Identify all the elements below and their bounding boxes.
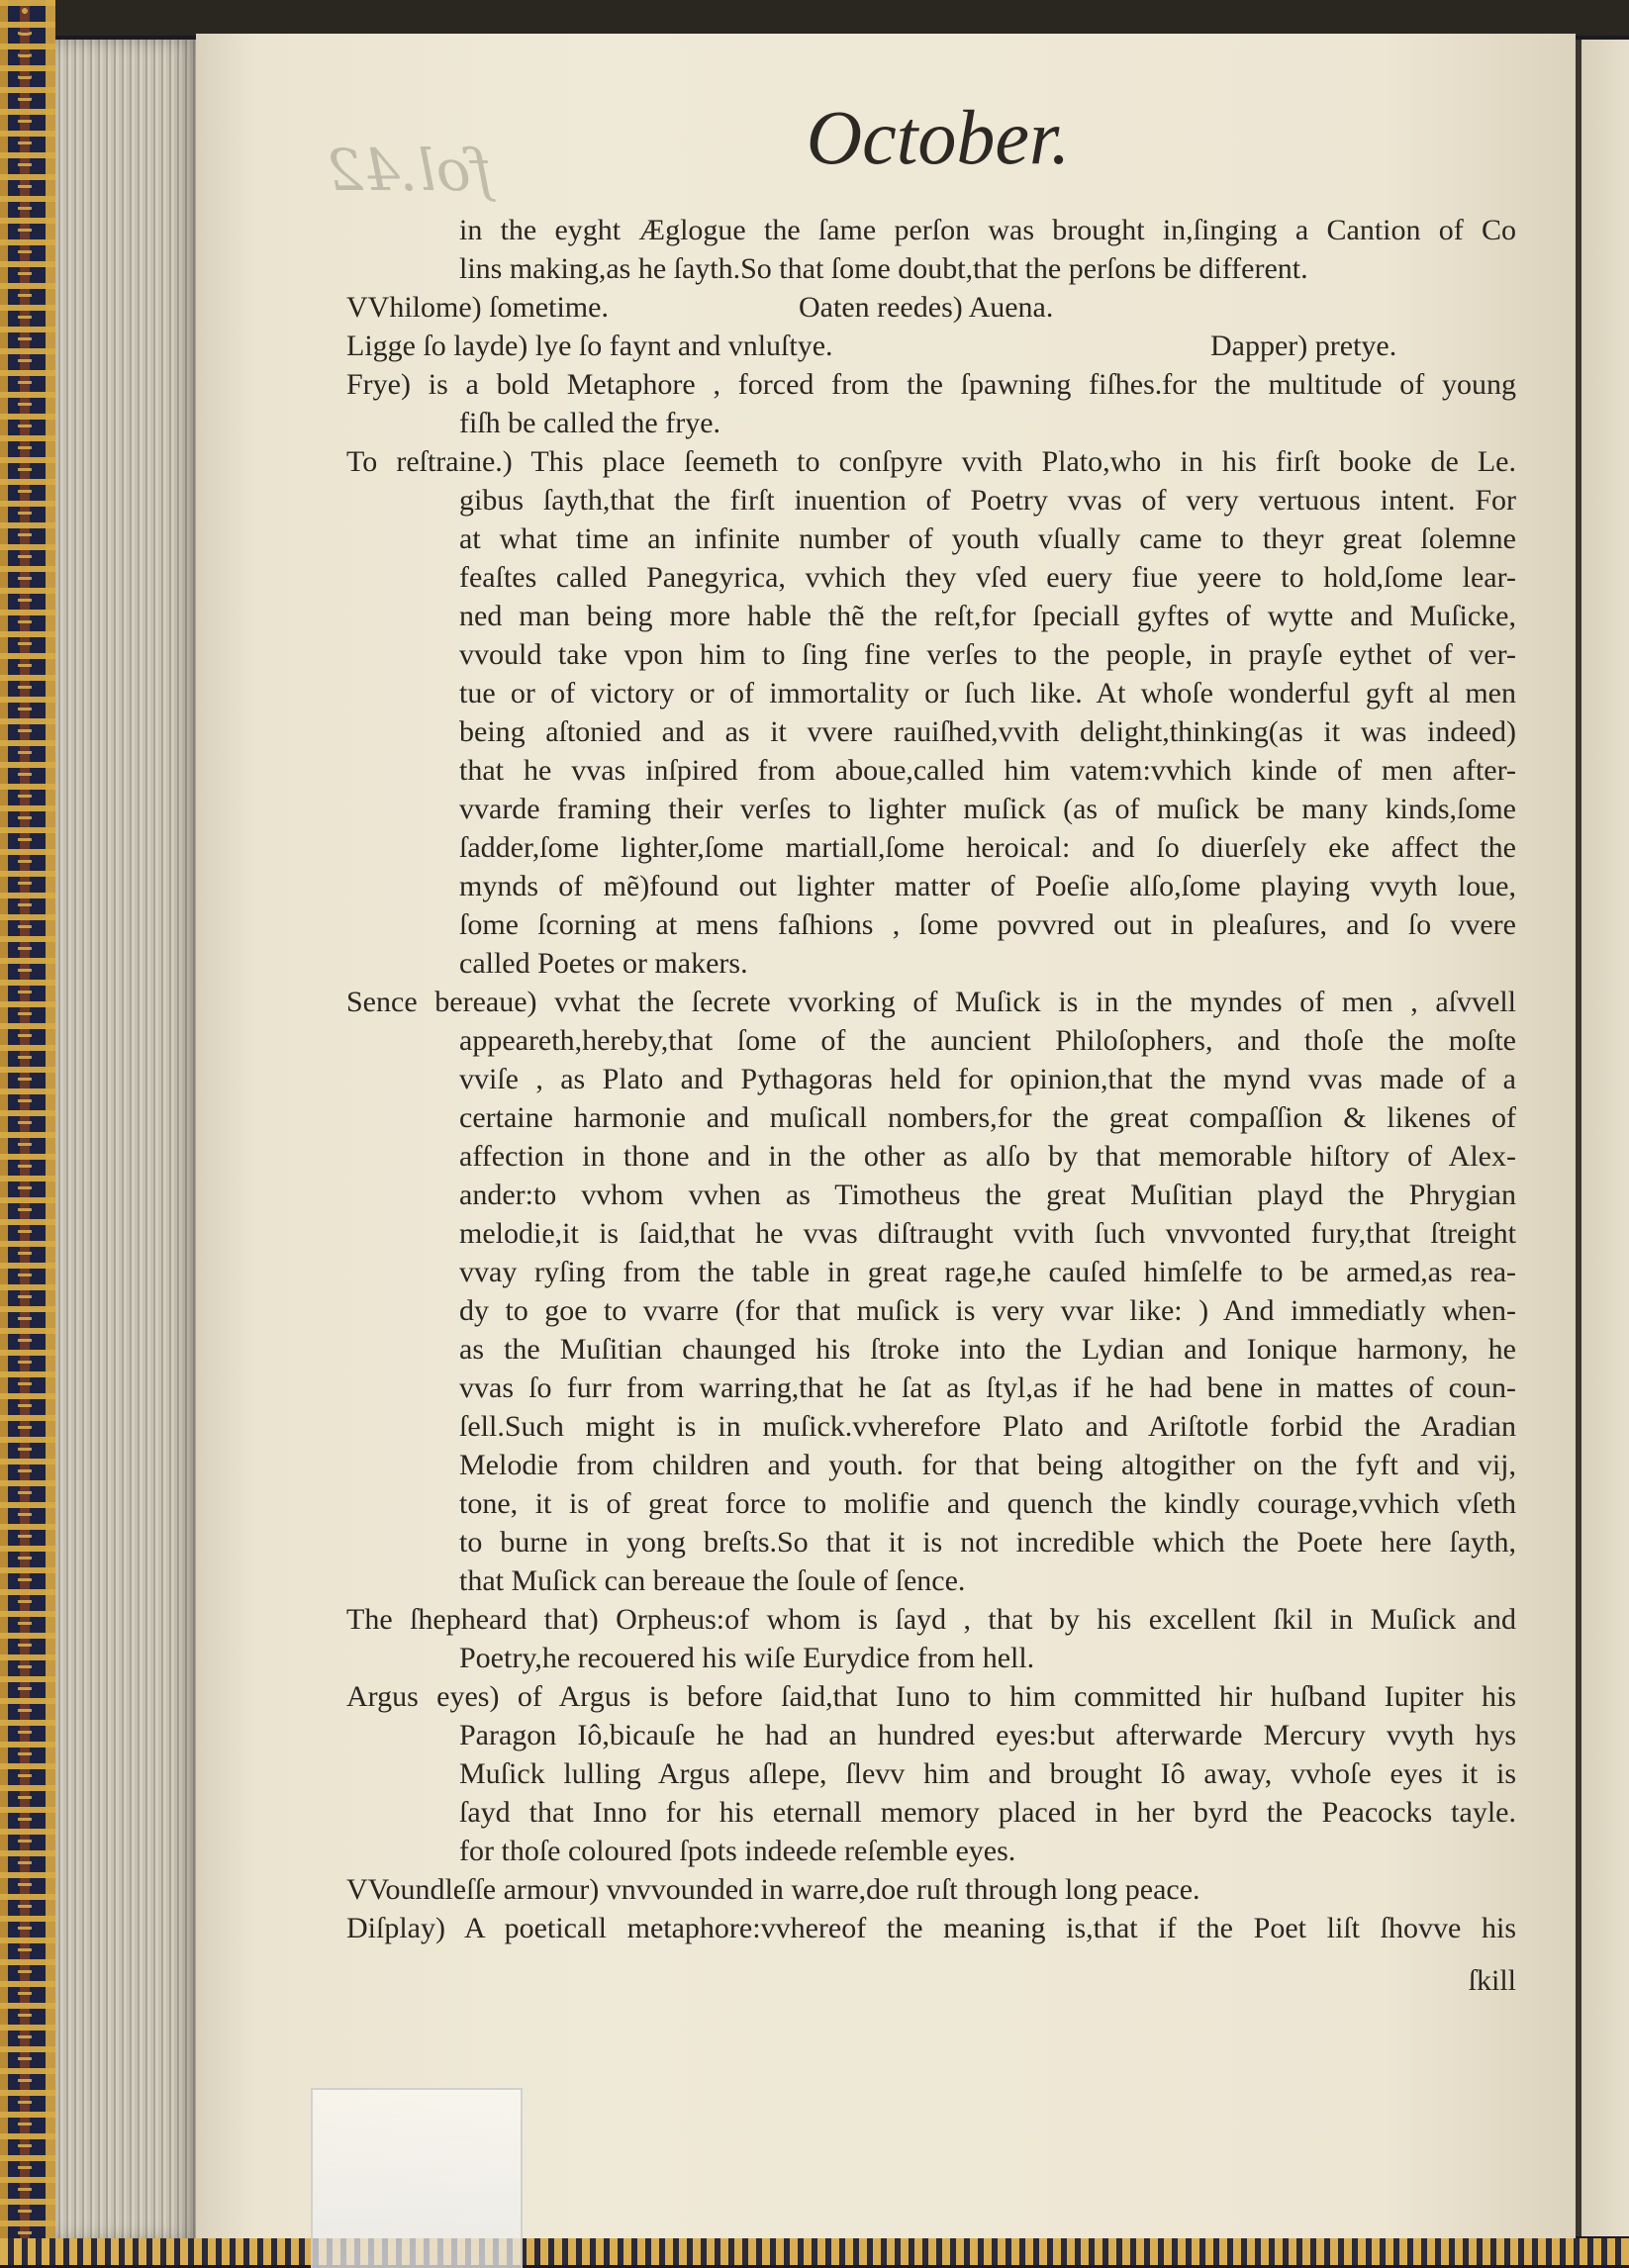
gloss-line: ned man being more hable thẽ the reſt,for ſpeciall gyftes of wytte and Muſicke, [459, 600, 1516, 632]
gloss-line: dy to goe to vvarre (for that muſick is very vvar like: ) And immediatly when- [459, 1294, 1516, 1327]
gloss-line: for thoſe coloured ſpots indeede reſemble eyes. [459, 1835, 1016, 1867]
gloss-line: lins making,as he ſayth.So that ſome doubt,that the perſons be different. [459, 252, 1308, 285]
gloss-line: vvas ſo furr from warring,that he ſat as ſtyl,as if he had bene in mattes of coun- [459, 1371, 1516, 1404]
show-through-folio-note: fol.42 [327, 137, 493, 204]
gloss-line: Melodie from children and youth. for that being altogither on the fyft and vij, [459, 1449, 1516, 1481]
gloss-line: vvarde framing their verſes to lighter muſick (as of muſick be many kinds,ſome [459, 793, 1516, 825]
gloss-line: in the eyght Æglogue the ſame perſon was brought in,ſinging a Cantion of Co [459, 214, 1516, 246]
gloss-line: called Poetes or makers. [459, 947, 748, 980]
gloss-line: appeareth,hereby,that ſome of the auncient Philoſophers, and thoſe the moſte [459, 1024, 1516, 1057]
gloss-line: Poetry,he recouered his wiſe Eurydice from hell. [459, 1642, 1035, 1674]
gloss-line: to burne in yong breſts.So that it is not incredible which the Poete here ſayth, [459, 1526, 1516, 1559]
running-head: October. [806, 94, 1071, 180]
gloss-line: affection in thone and in the other as alſo by that memorable hiſtory of Alex- [459, 1140, 1516, 1173]
gloss-entry-headline: VVoundleſſe armour) vnvvounded in warre,doe ruſt through long peace. [346, 1873, 1200, 1906]
gloss-entry-headline: To reſtraine.) This place ſeemeth to conſpyre vvith Plato,who in his firſt booke de Le. [346, 445, 1516, 478]
gloss-entry: Ligge ſo layde) lye ſo faynt and vnluſtye. [346, 330, 833, 362]
gloss-entry-headline: Argus eyes) of Argus is before ſaid,that Iuno to him committed hir huſband Iupiter his [346, 1680, 1516, 1713]
gloss-line: vviſe , as Plato and Pythagoras held for opinion,that the mynd vvas made of a [459, 1063, 1516, 1095]
gloss-line: Paragon Iô,bicauſe he had an hundred eyes:but afterwarde Mercury vvyth hys [459, 1719, 1516, 1751]
gloss-line: certaine harmonie and muſicall nombers,for the great compaſſion & likenes of [459, 1101, 1516, 1134]
binding-top-edge [55, 0, 1629, 36]
page-block-edge [55, 40, 196, 2241]
gloss-line: vvay ryſing from the table in great rage,he cauſed himſelfe to be armed,as rea- [459, 1256, 1516, 1288]
gloss-line: mynds of mẽ)found out lighter matter of Poeſie alſo,ſome playing vvyth loue, [459, 870, 1516, 902]
gloss-entry-headline: Frye) is a bold Metaphore , forced from the ſpawning fiſhes.for the multitude of young [346, 368, 1516, 401]
gloss-line: that he vvas inſpired from aboue,called him vatem:vvhich kinde of men after- [459, 754, 1516, 787]
gloss-line: ander:to vvhom vvhen as Timotheus the great Muſitian playd the Phrygian [459, 1179, 1516, 1211]
gloss-line: gibus ſayth,that the firſt inuention of Poetry vvas of very vertuous intent. For [459, 484, 1516, 517]
plastic-page-clip [311, 2088, 523, 2268]
gilt-bottom-edge [0, 2238, 1629, 2265]
gloss-entry-headline: The ſhepheard that) Orpheus:of whom is ſayd , that by his excellent ſkil in Muſick and [346, 1603, 1516, 1636]
gloss-line: vvould take vpon him to ſing fine verſes to the people, in prayſe eythet of ver- [459, 638, 1516, 671]
gloss-line: ſome ſcorning at mens faſhions , ſome povvred out in pleaſures, and ſo vvere [459, 908, 1516, 941]
gloss-line: fiſh be called the frye. [459, 407, 721, 439]
gloss-line: that Muſick can bereaue the ſoule of ſence. [459, 1564, 966, 1597]
gloss-entry-headline: Diſplay) A poeticall metaphore:vvhereof the meaning is,that if the Poet liſt ſhovve his [346, 1912, 1516, 1944]
gloss-line: melodie,it is ſaid,that he vvas diſtraught vvith ſuch vnvvonted fury,that ſtreight [459, 1217, 1516, 1250]
facing-page-edge [1576, 40, 1629, 2236]
gloss-line: tue or of victory or of immortality or ſuch like. At whoſe wonderful gyft al men [459, 677, 1516, 709]
gloss-line: ſell.Such might is in muſick.vvherefore Plato and Ariſtotle forbid the Aradian [459, 1410, 1516, 1443]
gloss-line: ſadder,ſome lighter,ſome martiall,ſome heroical: and ſo diuerſely eke affect the [459, 831, 1516, 864]
gloss-line: being aſtonied and as it vvere rauiſhed,vvith delight,thinking(as it was indeed) [459, 715, 1516, 748]
gloss-entry: VVhilome) ſometime. [346, 291, 609, 324]
gloss-entry: Oaten reedes) Auena. [799, 291, 1054, 324]
gloss-line: feaſtes called Panegyrica, vvhich they vſed euery fiue yeere to hold,ſome lear- [459, 561, 1516, 594]
gloss-line: as the Muſitian chaunged his ſtroke into the Lydian and Ionique harmony, he [459, 1333, 1516, 1366]
gloss-line: at what time an infinite number of youth vſually came to theyr great ſolemne [459, 522, 1516, 555]
gloss-entry-headline: Sence bereaue) vvhat the ſecrete vvorking of Muſick is in the myndes of men , aſvvell [346, 986, 1516, 1018]
gloss-line: tone, it is of great force to molifie and quench the kindly courage,vvhich vſeth [459, 1487, 1516, 1520]
gilt-binding-edge [0, 0, 55, 2265]
gloss-entry: Dapper) pretye. [1210, 330, 1397, 362]
catchword: ſkill [1468, 1964, 1516, 1997]
gloss-line: Muſick lulling Argus aſlepe, ſlevv him and brought Iô away, vvhoſe eyes it is [459, 1757, 1516, 1790]
gloss-line: ſayd that Inno for his eternall memory placed in her byrd the Peacocks tayle. [459, 1796, 1516, 1829]
